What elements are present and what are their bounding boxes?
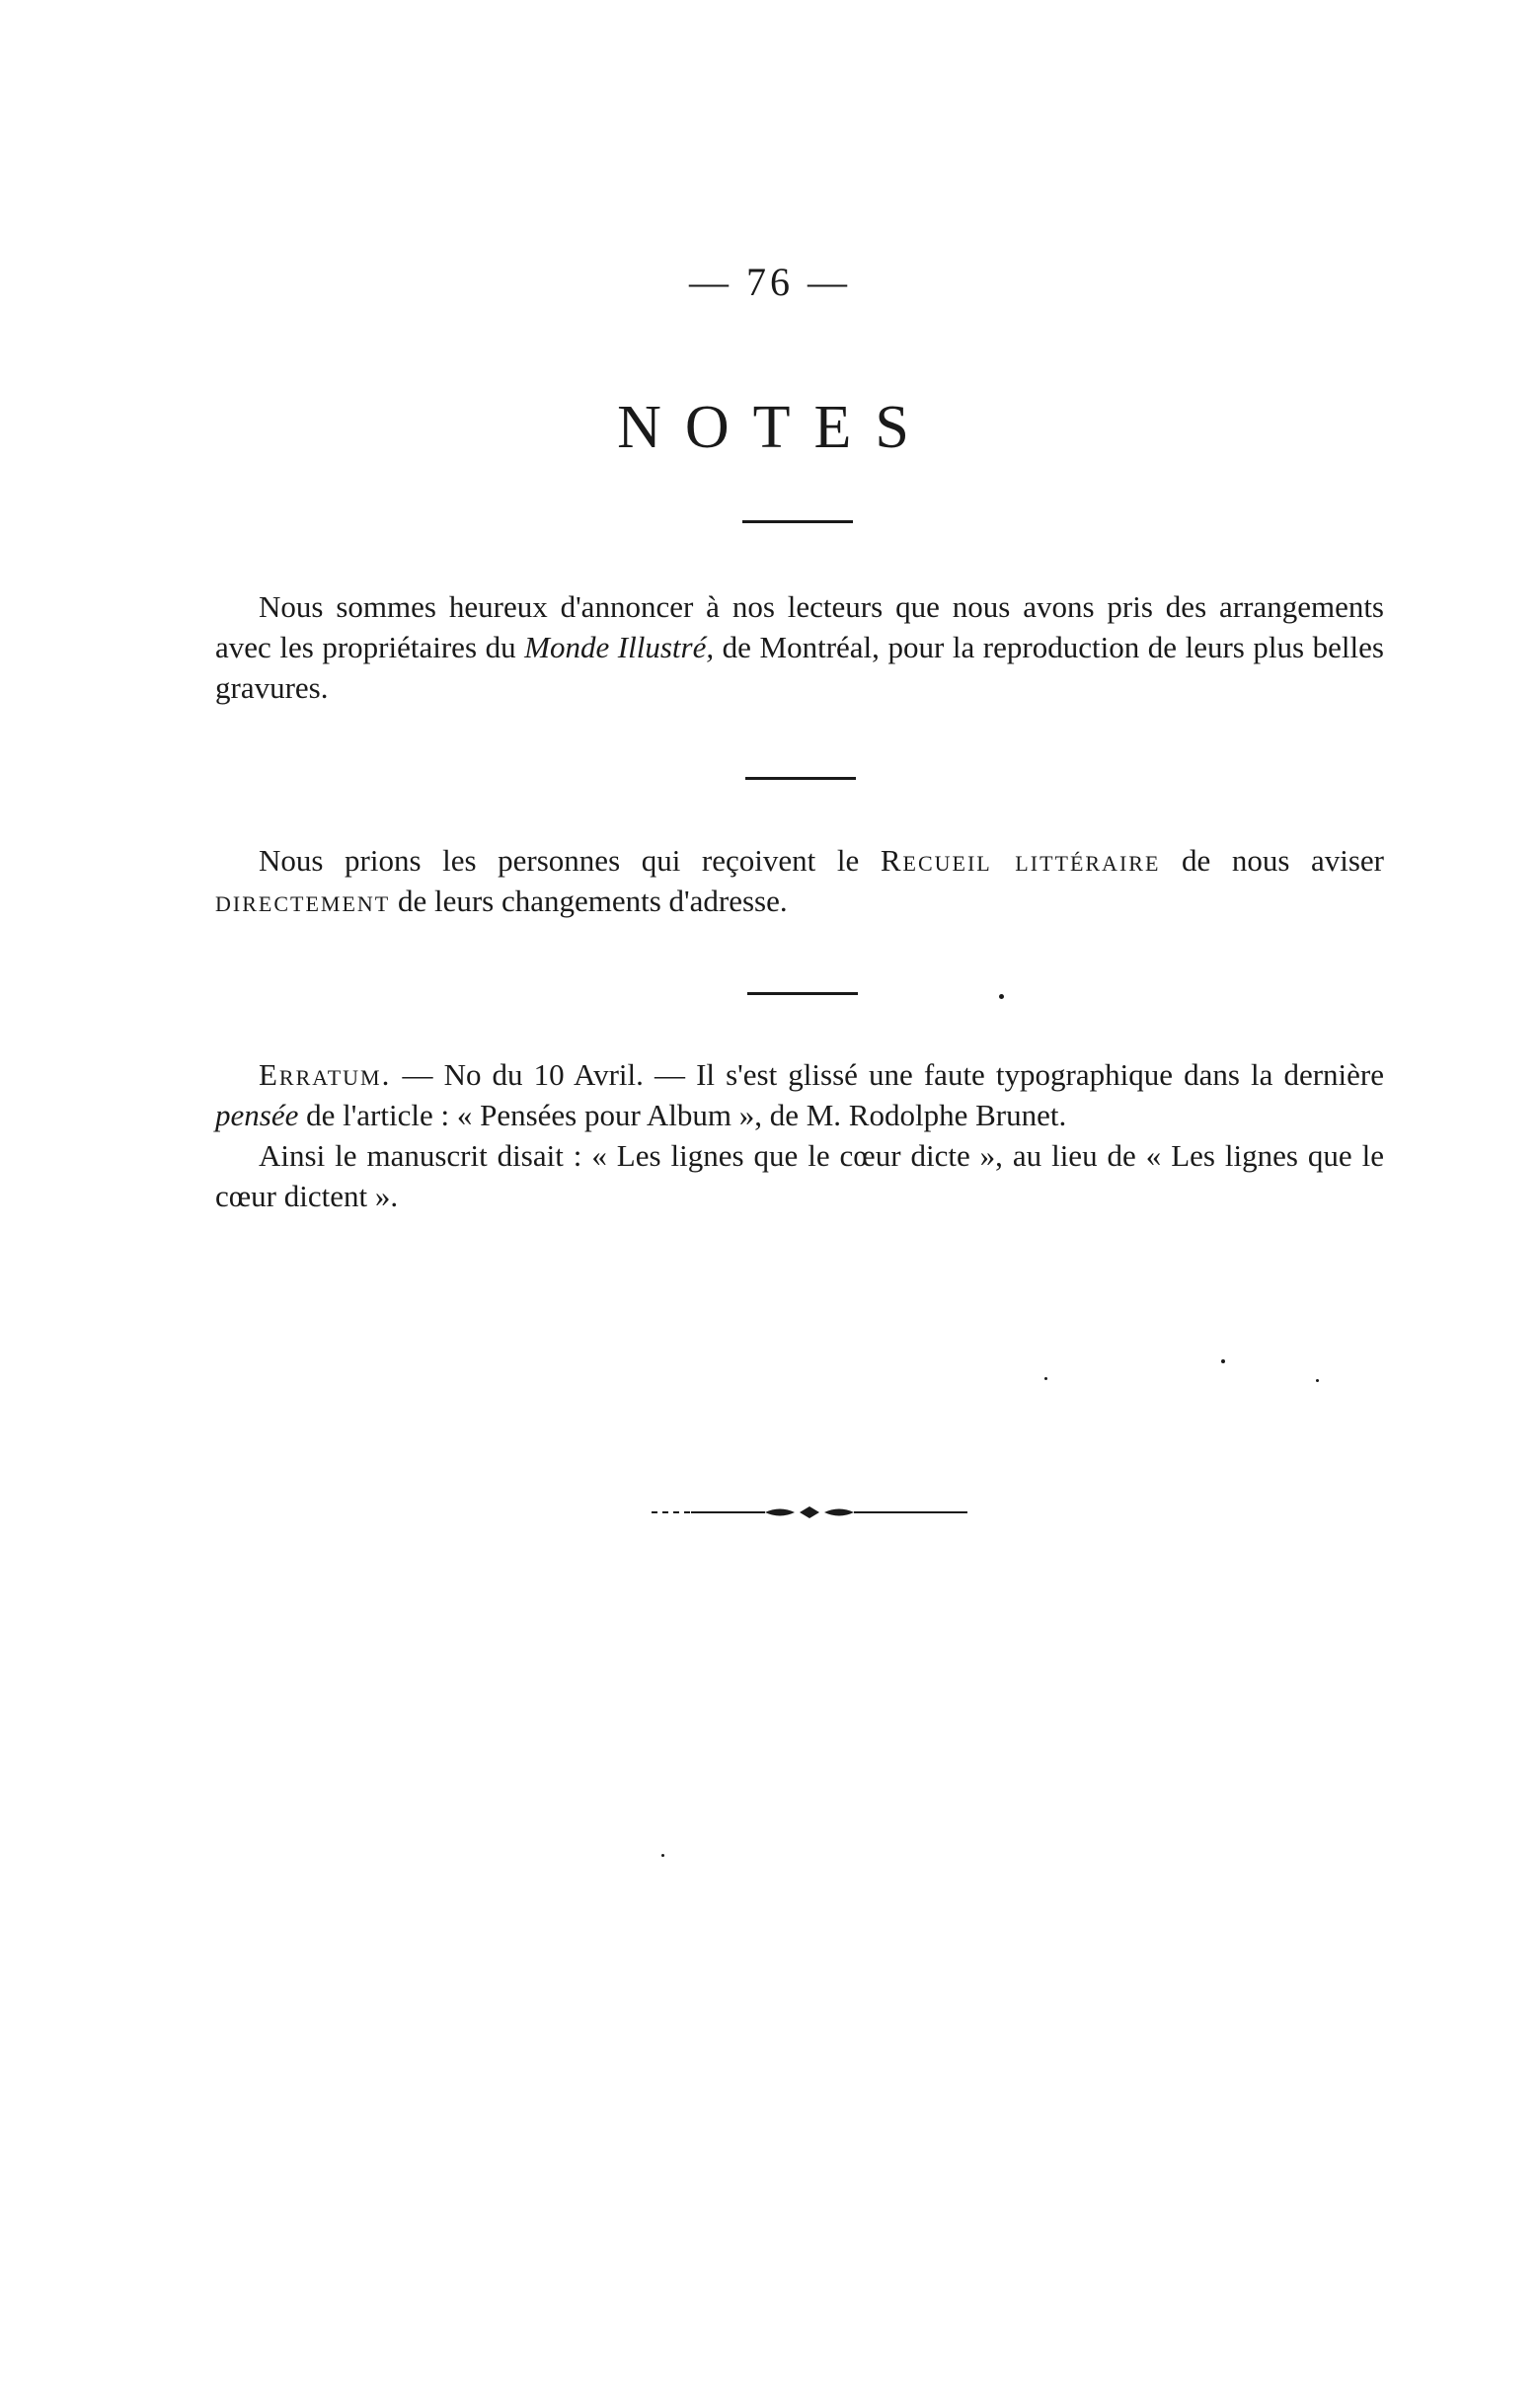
notice-address-text-after: de leurs changements d'adresse. — [390, 884, 788, 918]
erratum-label: Erratum. — [259, 1057, 392, 1092]
speck-mark — [661, 1854, 664, 1857]
erratum-correction: Ainsi le manuscrit disait : « Les lignes que le cœur dicte », au lieu de « Les lignes que le cœur dictent ». — [215, 1138, 1384, 1213]
speck-mark — [1044, 1377, 1047, 1380]
notice-engravings-text: Nous sommes heureux d'annoncer à nos lecteurs que nous avons pris des arrangements avec les propriétaires du — [215, 589, 1384, 664]
notice-address-emphasis: directement — [215, 884, 391, 918]
notice-address-change — [215, 840, 1384, 921]
notice-address-text-before: Nous prions les personnes qui reçoivent le — [259, 843, 881, 878]
notice-engravings-text-after: de Montréal, pour la reproduction de leurs plus belles gravures. — [215, 630, 1384, 705]
notice-address-journal: Recueil littéraire — [880, 843, 1161, 878]
speck-mark — [999, 994, 1004, 999]
notice-engravings-journal: Monde Illustré, — [524, 630, 715, 664]
page-number: — 76 — — [689, 260, 851, 304]
divider-rule — [742, 520, 853, 523]
divider-rule — [747, 992, 858, 995]
erratum-text: — No du 10 Avril. — Il s'est glissé une faute typographique dans la dernière — [391, 1057, 1384, 1092]
speck-mark — [1221, 1359, 1225, 1363]
erratum-text-continued: de l'article : « Pensées pour Album », de M. Rodolphe Brunet. — [298, 1098, 1067, 1132]
erratum-note — [215, 1054, 1384, 1216]
notice-engravings — [215, 586, 1384, 708]
erratum-italic-word: pensée — [215, 1098, 299, 1132]
page-title: NOTES — [617, 394, 933, 461]
notice-address-text-middle: de nous aviser — [1160, 843, 1385, 878]
end-ornament — [652, 1501, 967, 1524]
speck-mark — [1316, 1379, 1319, 1382]
divider-rule — [745, 777, 856, 780]
